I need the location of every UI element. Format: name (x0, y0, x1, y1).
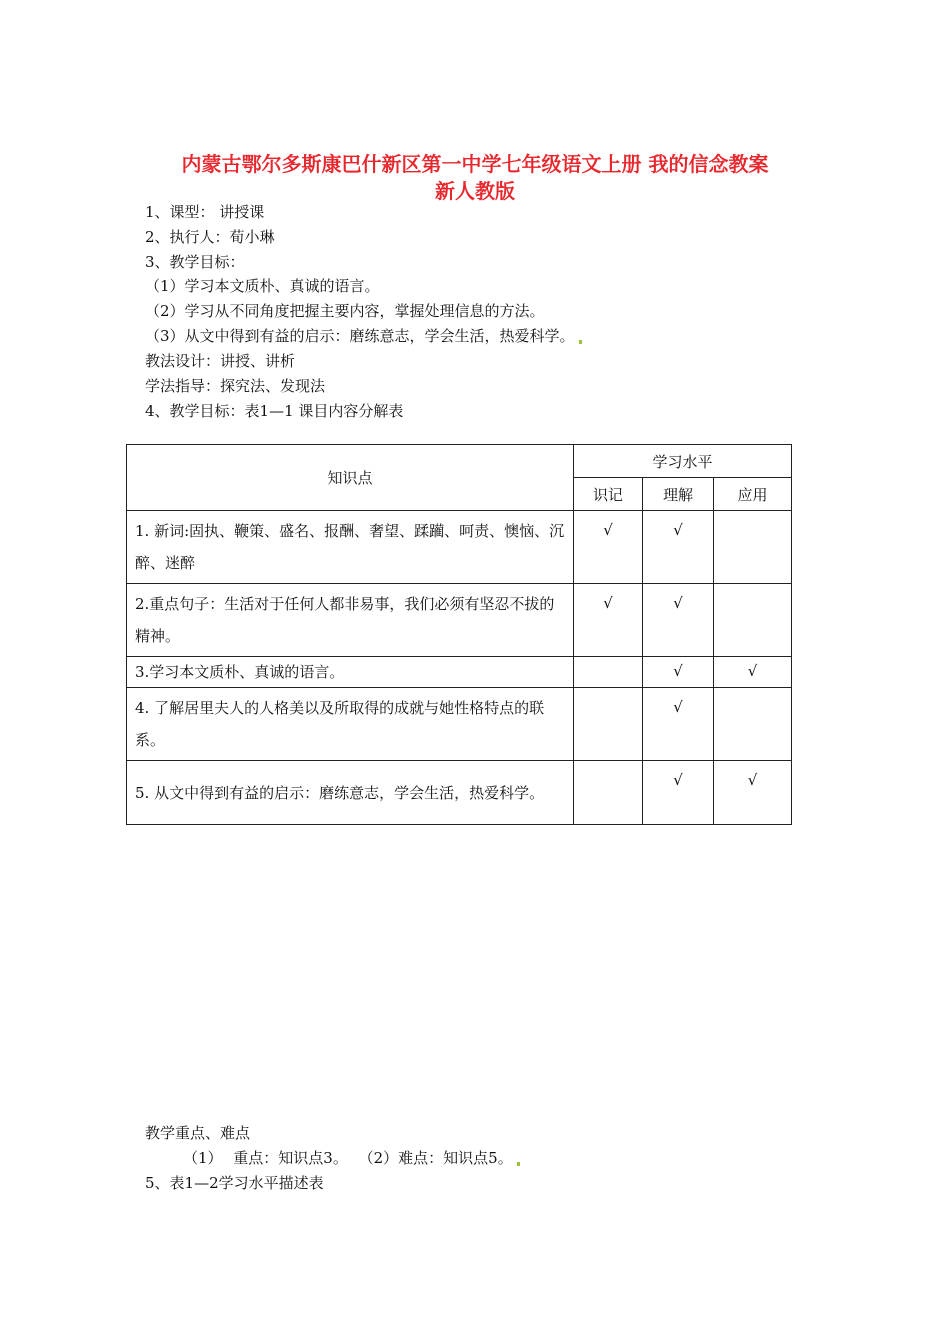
executor: 2、执行人：荀小琳 (145, 228, 275, 246)
lesson-type: 1、课型： 讲授课 (145, 203, 265, 221)
mark-memorize: √ (574, 584, 643, 657)
header-knowledge: 知识点 (127, 445, 574, 511)
goal-2: （2）学习从不同角度把握主要内容，掌握处理信息的方法。 (145, 302, 545, 320)
document-subtitle: 新人教版 (435, 179, 515, 203)
mark-understand: √ (643, 761, 714, 825)
mark-apply: √ (714, 761, 792, 825)
learning-method: 学法指导：探究法、发现法 (145, 377, 326, 395)
content-breakdown-table (126, 444, 792, 825)
mark-apply (714, 511, 792, 584)
mark-understand: √ (643, 584, 714, 657)
header-memorize: 识记 (574, 478, 643, 511)
knowledge-text: 1. 新词:固执、鞭策、盛名、报酬、奢望、蹂躏、呵责、懊恼、沉醉、迷醉 (127, 511, 574, 584)
mark-memorize (574, 657, 643, 688)
table-row (127, 584, 792, 657)
mark-apply (714, 688, 792, 761)
key-difficult-points: （1） 重点：知识点3。 （2）难点：知识点5。 (183, 1147, 520, 1169)
header-level: 学习水平 (574, 445, 792, 478)
table-row (127, 657, 792, 688)
key-points-heading: 教学重点、难点 (145, 1124, 251, 1142)
table-row (127, 688, 792, 761)
knowledge-text: 4. 了解居里夫人的人格美以及所取得的成就与她性格特点的联系。 (127, 688, 574, 761)
mark-understand: √ (643, 511, 714, 584)
mark-apply (714, 584, 792, 657)
table2-caption: 5、表1—2学习水平描述表 (145, 1174, 324, 1192)
document-title: 内蒙古鄂尔多斯康巴什新区第一中学七年级语文上册 我的信念教案 (181, 152, 769, 176)
table-row (127, 761, 792, 825)
goal-1: （1）学习本文质朴、真诚的语言。 (145, 277, 380, 295)
goal-3: （3）从文中得到有益的启示：磨练意志，学会生活，热爱科学。 (145, 325, 582, 347)
mark-memorize (574, 688, 643, 761)
table-caption: 4、教学目标：表1—1 课目内容分解表 (145, 402, 404, 420)
mark-apply: √ (714, 657, 792, 688)
mark-understand: √ (643, 688, 714, 761)
mark-memorize (574, 761, 643, 825)
teaching-method: 教法设计：讲授、讲析 (145, 352, 296, 370)
table-row (127, 511, 792, 584)
knowledge-text: 2.重点句子：生活对于任何人都非易事，我们必须有坚忍不拔的精神。 (127, 584, 574, 657)
mark-understand: √ (643, 657, 714, 688)
header-apply: 应用 (714, 478, 792, 511)
mark-memorize: √ (574, 511, 643, 584)
header-understand: 理解 (643, 478, 714, 511)
knowledge-text: 5. 从文中得到有益的启示：磨练意志，学会生活，热爱科学。 (127, 761, 574, 825)
knowledge-text: 3.学习本文质朴、真诚的语言。 (127, 657, 574, 688)
teaching-goals-heading: 3、教学目标： (145, 253, 245, 271)
